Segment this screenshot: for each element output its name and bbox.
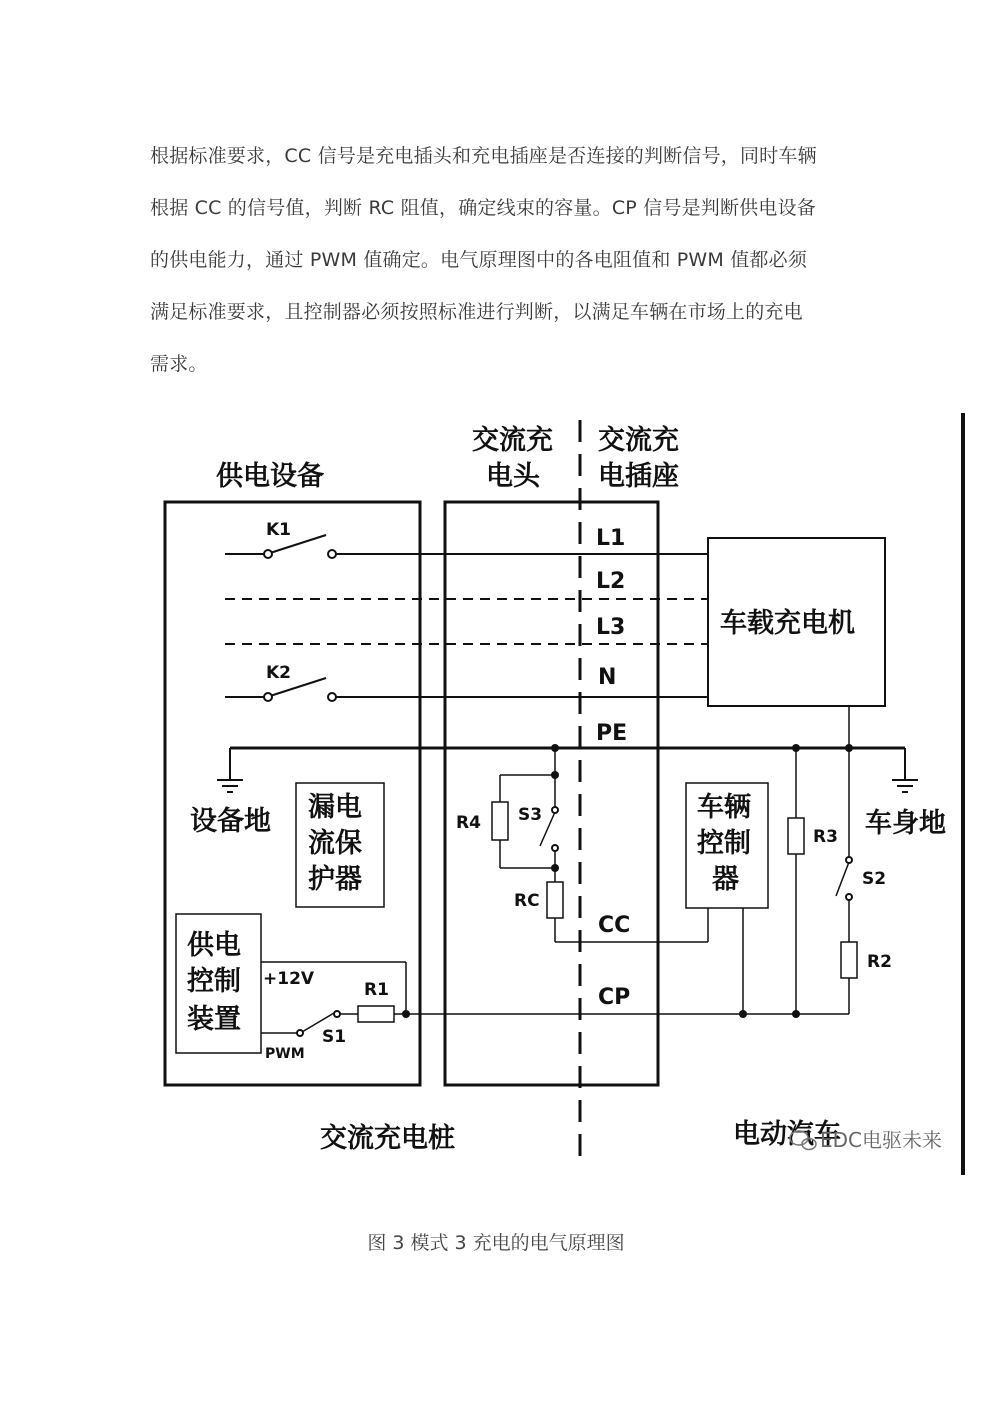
- rc-label: RC: [514, 891, 540, 911]
- plug-header-line1: 交流充: [472, 425, 553, 456]
- charging-circuit-diagram: [0, 400, 992, 1190]
- s3-label: S3: [518, 805, 543, 825]
- k1-label: K1: [266, 520, 292, 540]
- supply-control-line2: 控制: [187, 966, 241, 997]
- r4-label: R4: [456, 813, 481, 833]
- electric-vehicle-label: 电动汽车: [733, 1119, 841, 1150]
- equipment-ground-label: 设备地: [190, 806, 271, 837]
- socket-header-line2: 电插座: [598, 461, 679, 492]
- figure-caption: 图 3 模式 3 充电的电气原理图: [367, 1232, 625, 1254]
- pin-l3-label: L3: [596, 615, 626, 640]
- body-paragraph: [150, 130, 850, 390]
- r1-label: R1: [364, 980, 389, 1000]
- supply-control-line3: 装置: [187, 1004, 241, 1035]
- pin-cp-label: CP: [598, 985, 631, 1010]
- s2-label: S2: [862, 869, 887, 889]
- r3-resistor: [788, 818, 804, 854]
- r2-resistor: [841, 942, 857, 978]
- paragraph-line: 的供电能力，通过 PWM 值确定。电气原理图中的各电阻值和 PWM 值都必须: [150, 249, 808, 271]
- leakage-protector-line2: 流保: [308, 828, 362, 859]
- pin-n-label: N: [598, 665, 617, 690]
- plus12v-label: +12V: [263, 969, 315, 989]
- r3-label: R3: [813, 827, 838, 847]
- leakage-protector-line1: 漏电: [308, 792, 362, 823]
- paragraph-line: 根据 CC 的信号值，判断 RC 阻值，确定线束的容量。CP 信号是判断供电设备: [150, 197, 816, 219]
- supply-control-line1: 供电: [187, 930, 241, 961]
- pin-pe-label: PE: [596, 721, 628, 746]
- pin-l1-label: L1: [596, 526, 626, 551]
- r2-label: R2: [867, 952, 892, 972]
- pwm-label: PWM: [265, 1046, 305, 1062]
- vehicle-controller-line2: 控制: [697, 828, 751, 859]
- pin-l2-label: L2: [596, 569, 626, 594]
- k2-label: K2: [266, 663, 292, 683]
- socket-header-line1: 交流充: [598, 425, 679, 456]
- r4-resistor: [492, 802, 508, 840]
- leakage-protector-line3: 护器: [308, 864, 362, 895]
- paragraph-line: 满足标准要求，且控制器必须按照标准进行判断，以满足车辆在市场上的充电: [150, 301, 803, 323]
- paragraph-line: 根据标准要求，CC 信号是充电插头和充电插座是否连接的判断信号，同时车辆: [150, 145, 817, 167]
- paragraph-line: 需求。: [150, 353, 208, 375]
- vehicle-controller-line1: 车辆: [697, 792, 751, 823]
- plug-header-line2: 电头: [486, 461, 540, 492]
- s1-label: S1: [322, 1027, 347, 1047]
- watermark-text: EDC电驱未来: [820, 1128, 943, 1152]
- charging-pile-label: 交流充电桩: [320, 1123, 455, 1154]
- r1-resistor: [358, 1006, 394, 1022]
- pin-cc-label: CC: [598, 913, 631, 938]
- body-ground-label: 车身地: [865, 808, 946, 839]
- onboard-charger-label: 车载充电机: [720, 608, 855, 639]
- rc-resistor: [547, 882, 563, 918]
- supply-equipment-label: 供电设备: [216, 461, 324, 492]
- vehicle-controller-line3: 器: [712, 864, 739, 895]
